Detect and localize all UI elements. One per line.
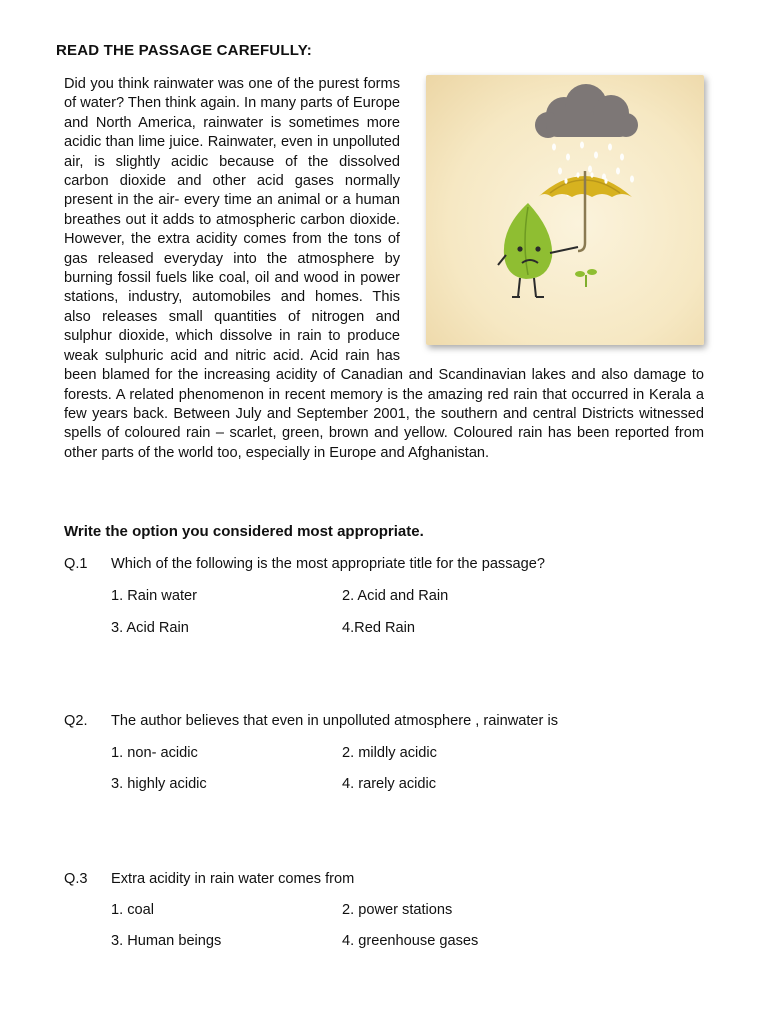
question-1-option-4: 4.Red Rain: [342, 620, 416, 636]
question-2-option-3: 3. highly acidic: [111, 776, 207, 792]
sprout-icon: [575, 269, 597, 287]
page-heading: READ THE PASSAGE CAREFULLY:: [56, 42, 312, 59]
question-3-number: Q.3: [64, 871, 88, 887]
question-3-option-1: 1. coal: [111, 902, 154, 918]
question-2-option-2: 2. mildly acidic: [342, 745, 437, 761]
acid-rain-illustration: [426, 75, 704, 345]
question-1-option-1: 1. Rain water: [111, 588, 197, 604]
question-3-option-4: 4. greenhouse gases: [342, 933, 479, 949]
instruction-text: Write the option you considered most appropriate.: [64, 523, 424, 540]
question-2-option-4: 4. rarely acidic: [342, 776, 437, 792]
question-3-option-3: 3. Human beings: [111, 933, 222, 949]
leaf-character-icon: [498, 203, 578, 297]
question-2-text: The author believes that even in unpolluted atmosphere , rainwater is: [111, 713, 558, 729]
cloud-icon: [535, 84, 638, 138]
umbrella-icon: [538, 171, 632, 251]
question-1-option-2: 2. Acid and Rain: [342, 588, 449, 604]
question-2-number: Q2.: [64, 713, 88, 729]
question-1-text: Which of the following is the most appropriate title for the passage?: [111, 556, 545, 572]
reading-passage: [64, 75, 704, 463]
sad-leaf-umbrella-icon: [426, 75, 704, 345]
question-1-option-3: 3. Acid Rain: [111, 620, 189, 636]
passage-text: Did you think rainwater was one of the purest forms of water? Then think again. In many parts of Europe and North America, rainwater is sometimes more acidic than lime juice. Rainwater, even in unpolluted air, is slightly acidic because of the dissolved carbon dioxide and other acid gases normally present in the air- every time an animal or a human breathes out it adds to atmospheric carbon dioxide. However, the extra acidity comes from the tons of gas released everyday into the atmosphere by burning fossil fuels like coal, oil and wood in power stations, industry, automobiles and homes. This also releases small quantities of nitrogen and sulphur dioxide, which dissolve in rain to produce weak sulphuric acid and nitric acid. Acid rain has been blamed for the increasing acidity of Canadian and Scandinavian lakes and also damage to forests. A related phenomenon in recent memory is the amazing red rain that occurred in Kerala a few years back. Between July and September 2001, the southern and central Districts witnessed spells of coloured rain – scarlet, green, brown and yellow. Coloured rain has been reported from other parts of the world too, especially in Europe and Afghanistan.: [64, 76, 704, 461]
question-3-option-2: 2. power stations: [342, 902, 453, 918]
question-3-text: Extra acidity in rain water comes from: [111, 871, 355, 887]
question-2-option-1: 1. non- acidic: [111, 745, 198, 761]
question-1-number: Q.1: [64, 556, 88, 572]
